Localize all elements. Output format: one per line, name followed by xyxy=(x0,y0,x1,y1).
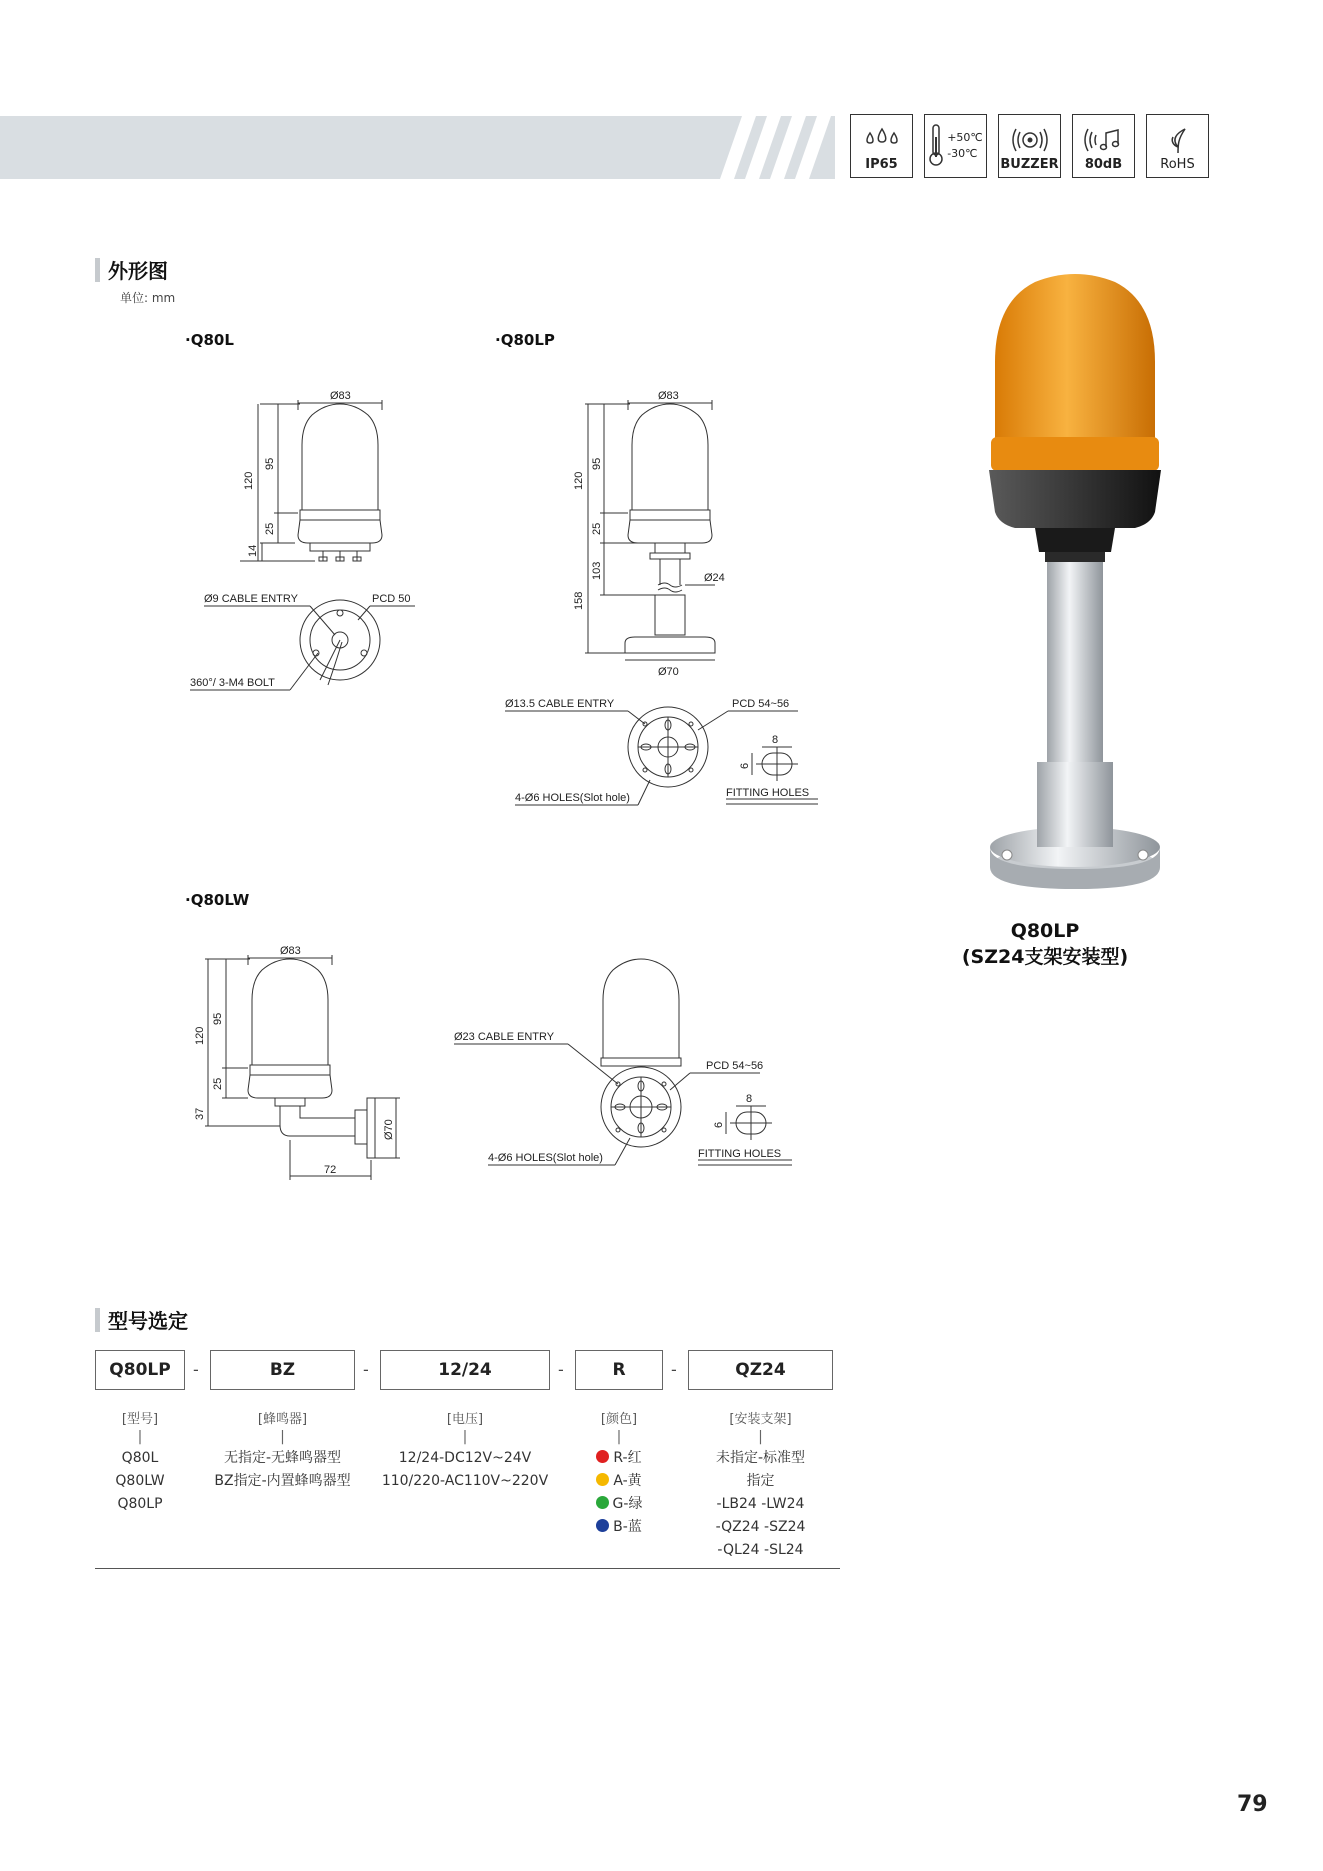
selector-boxes xyxy=(95,1350,840,1390)
box-buzzer: BZ xyxy=(210,1350,355,1390)
green-dot-icon xyxy=(596,1496,609,1509)
q80l-pcd: PCD 50 xyxy=(372,593,411,605)
buzzer-icon xyxy=(1008,127,1052,155)
q80lp-drawing xyxy=(500,385,830,825)
outline-title-text: 外形图 xyxy=(108,259,168,283)
volume-badge xyxy=(1072,114,1135,178)
category-label: [安装支架] xyxy=(729,1412,792,1427)
q80lp-pcd: PCD 54~56 xyxy=(732,698,790,710)
temp-min-label: -30℃ xyxy=(947,147,978,160)
caption-desc: (SZ24支架安装型) xyxy=(961,946,1129,968)
column-color: [颜色] | R-红 A-黄 G-绿 B-蓝 xyxy=(575,1408,663,1539)
q80lw-bracket-len: 72 xyxy=(324,1164,337,1176)
column-buzzer: [蜂鸣器] | 无指定-无蜂鸣器型 BZ指定-内置蜂鸣器型 xyxy=(200,1408,365,1493)
option-item: 未指定-标准型 xyxy=(715,1450,806,1466)
q80l-h-dome: 95 xyxy=(264,457,276,470)
unit-note: 单位: mm xyxy=(120,291,176,305)
q80lp-fit-h: 6 xyxy=(739,762,751,769)
option-item: -QZ24 -SZ24 xyxy=(715,1519,806,1535)
q80lw-fitting: FITTING HOLES xyxy=(698,1148,782,1160)
ip65-badge xyxy=(850,114,913,178)
q80lp-h-stand: 158 xyxy=(573,591,585,610)
model-selector xyxy=(95,1350,840,1558)
option-item: 110/220-AC110V~220V xyxy=(381,1473,549,1489)
q80lw-holes: 4-Ø6 HOLES(Slot hole) xyxy=(488,1152,603,1164)
column-model: [型号] | Q80L Q80LW Q80LP xyxy=(95,1408,185,1516)
category-label: [颜色] xyxy=(600,1412,638,1427)
model-label-q80lw: ·Q80LW xyxy=(185,891,250,909)
amber-dot-icon xyxy=(596,1473,609,1486)
blue-dot-icon xyxy=(596,1519,609,1532)
page-number: 79 xyxy=(1237,1792,1268,1817)
buzzer-badge xyxy=(998,114,1061,178)
q80lw-cable: Ø23 CABLE ENTRY xyxy=(454,1031,555,1043)
category-label: [型号] xyxy=(121,1412,159,1427)
option-item: 指定 xyxy=(746,1473,775,1489)
q80lp-holes: 4-Ø6 HOLES(Slot hole) xyxy=(515,792,630,804)
q80lw-h-bracket: 37 xyxy=(194,1107,206,1120)
selector-divider xyxy=(95,1568,840,1569)
category-label: [电压] xyxy=(446,1412,484,1427)
q80lp-h-base: 25 xyxy=(591,522,603,535)
selection-section-title xyxy=(95,1305,188,1334)
q80lp-pole-dia: Ø24 xyxy=(704,572,725,584)
q80lw-h-dome: 95 xyxy=(212,1012,224,1025)
dash: - xyxy=(558,1360,564,1379)
leaf-icon xyxy=(1163,125,1193,155)
option-item: BZ指定-内置蜂鸣器型 xyxy=(214,1473,351,1489)
outline-section-title xyxy=(95,255,168,284)
q80lw-fit-h: 6 xyxy=(713,1121,725,1128)
dash: - xyxy=(671,1360,677,1379)
q80lw-fit-w: 8 xyxy=(746,1093,753,1105)
q80l-h-bolt: 14 xyxy=(247,544,259,557)
thermometer-icon xyxy=(928,123,944,167)
q80lp-dia: Ø83 xyxy=(658,390,679,402)
option-item: -LB24 -LW24 xyxy=(716,1496,805,1512)
q80lw-drawing xyxy=(190,940,810,1185)
q80lp-h-dome: 95 xyxy=(591,457,603,470)
q80lp-base-dia: Ø70 xyxy=(658,666,679,678)
q80lp-fitting: FITTING HOLES xyxy=(726,787,810,799)
q80lw-h-total: 120 xyxy=(194,1026,206,1045)
color-option-blue: B-蓝 xyxy=(575,1516,663,1539)
buzzer-label: BUZZER xyxy=(1000,157,1059,172)
q80l-drawing xyxy=(190,385,440,705)
box-model: Q80LP xyxy=(95,1350,185,1390)
q80lw-pcd: PCD 54~56 xyxy=(706,1060,764,1072)
water-drops-icon xyxy=(862,127,902,155)
temp-max-label: +50℃ xyxy=(947,131,983,144)
red-dot-icon xyxy=(596,1450,609,1463)
column-bracket: [安装支架] | 未指定-标准型 指定 -LB24 -LW24 -QZ24 -SZ24 -QL24 -SL24 xyxy=(688,1408,833,1562)
rohs-label: RoHS xyxy=(1160,157,1195,172)
selection-title-text: 型号选定 xyxy=(108,1309,188,1333)
q80l-h-base: 25 xyxy=(264,522,276,535)
q80lw-bracket-dia: Ø70 xyxy=(383,1119,395,1140)
box-voltage: 12/24 xyxy=(380,1350,550,1390)
dash: - xyxy=(363,1360,369,1379)
rohs-badge xyxy=(1146,114,1209,178)
option-item: -QL24 -SL24 xyxy=(717,1542,804,1558)
q80l-cable: Ø9 CABLE ENTRY xyxy=(204,593,298,605)
spec-icons xyxy=(850,114,1209,178)
product-photo xyxy=(975,272,1175,902)
q80lw-h-base: 25 xyxy=(212,1077,224,1090)
photo-caption xyxy=(955,918,1135,970)
q80lw-dia: Ø83 xyxy=(280,945,301,957)
q80lp-h-total: 120 xyxy=(573,471,585,490)
model-label-q80l: ·Q80L xyxy=(185,331,234,349)
volume-label: 80dB xyxy=(1084,157,1123,172)
box-bracket: QZ24 xyxy=(688,1350,833,1390)
dash: - xyxy=(193,1360,199,1379)
temperature-badge xyxy=(924,114,987,178)
title-accent-bar xyxy=(95,1308,100,1332)
q80lp-cable: Ø13.5 CABLE ENTRY xyxy=(505,698,615,710)
option-item: Q80LW xyxy=(115,1473,165,1489)
q80l-h-total: 120 xyxy=(243,471,255,490)
q80l-bolt: 360°/ 3-M4 BOLT xyxy=(190,677,275,689)
q80l-dia: Ø83 xyxy=(330,390,351,402)
color-option-amber: A-黄 xyxy=(575,1470,663,1493)
option-item: Q80L xyxy=(121,1450,159,1466)
sound-icon xyxy=(1082,127,1126,155)
model-label-q80lp: ·Q80LP xyxy=(495,331,555,349)
option-item: 12/24-DC12V~24V xyxy=(398,1450,532,1466)
column-voltage: [电压] | 12/24-DC12V~24V 110/220-AC110V~220V xyxy=(370,1408,560,1493)
option-item: Q80LP xyxy=(117,1496,163,1512)
caption-model: Q80LP xyxy=(1010,920,1080,942)
option-item: 无指定-无蜂鸣器型 xyxy=(223,1450,342,1466)
category-label: [蜂鸣器] xyxy=(257,1412,308,1427)
banner-stripes xyxy=(700,116,840,179)
color-option-green: G-绿 xyxy=(575,1493,663,1516)
q80lp-h-pole: 103 xyxy=(591,561,603,580)
q80lp-fit-w: 8 xyxy=(772,734,779,746)
color-option-red: R-红 xyxy=(575,1447,663,1470)
title-accent-bar xyxy=(95,258,100,282)
box-color: R xyxy=(575,1350,663,1390)
ip65-label: IP65 xyxy=(865,157,898,172)
